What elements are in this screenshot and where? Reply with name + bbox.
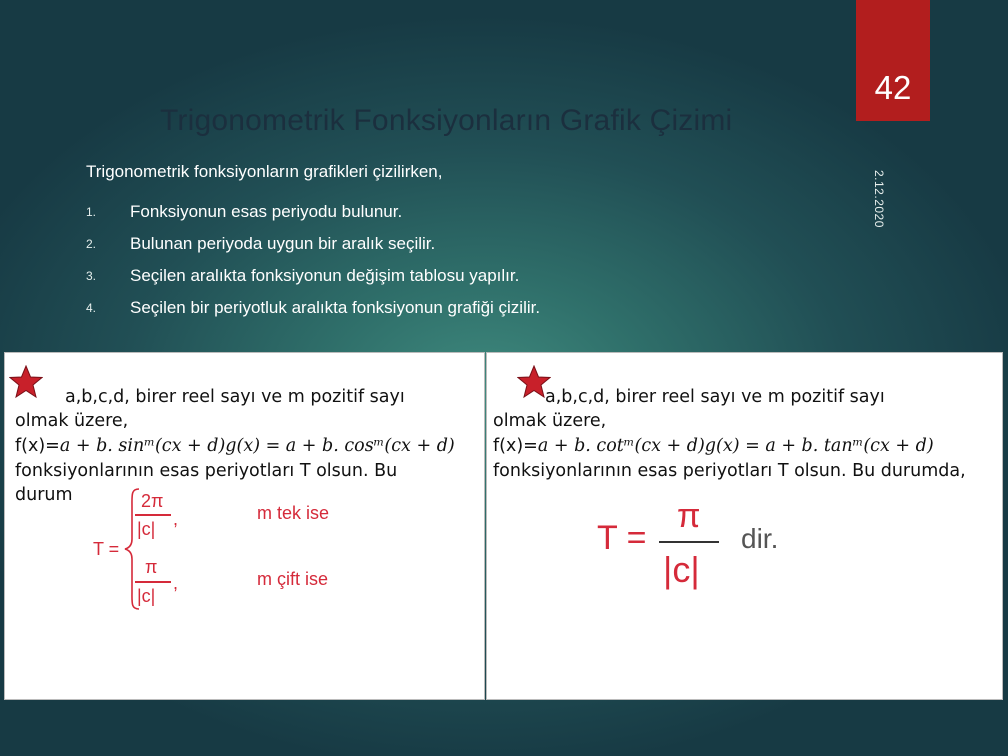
right-suffix: dir.	[741, 523, 779, 554]
right-formula-line	[493, 436, 934, 456]
left-line-1: a,b,c,d, birer reel sayı ve m pozitif sayı	[65, 387, 405, 407]
left-case1-condition: m tek ise	[257, 503, 330, 523]
list-item	[86, 292, 540, 324]
left-line-4: fonksiyonlarının esas periyotları T olsun. Bu	[15, 461, 398, 481]
slide-date: 2.12.2020	[872, 170, 886, 228]
step-number: 2.	[86, 237, 97, 251]
list-item	[86, 228, 540, 260]
right-line-2: olmak üzere,	[493, 411, 607, 431]
step-number: 1.	[86, 205, 97, 219]
step-text: Seçilen bir periyotluk aralıkta fonksiyonun grafiği çizilir.	[130, 298, 541, 317]
fraction-bar	[659, 541, 719, 543]
step-text: Seçilen aralıkta fonksiyonun değişim tablosu yapılır.	[130, 266, 520, 285]
left-formula-panel	[4, 352, 485, 700]
page-number-badge: 42	[856, 0, 930, 121]
step-number: 4.	[86, 301, 97, 315]
step-text: Bulunan periyoda uygun bir aralık seçilir.	[130, 234, 436, 253]
left-fx-formula: a + b. sinᵐ(cx + d)g(x) = a + b. cosᵐ(cx + d)	[59, 436, 455, 456]
left-t-label: T =	[93, 539, 120, 559]
left-case2-numerator: π	[145, 557, 158, 577]
right-t-numerator: π	[677, 497, 701, 535]
intro-text: Trigonometrik fonksiyonların grafikleri çizilirken,	[86, 162, 443, 181]
slide-title: Trigonometrik Fonksiyonların Grafik Çizimi	[160, 104, 733, 137]
step-text: Fonksiyonun esas periyodu bulunur.	[130, 202, 403, 221]
right-fx-formula: a + b. cotᵐ(cx + d)g(x) = a + b. tanᵐ(cx + d)	[537, 436, 934, 456]
left-case1-denominator: |c|	[137, 519, 156, 539]
list-item	[86, 260, 540, 292]
right-line-1: a,b,c,d, birer reel sayı ve m pozitif sayı	[545, 387, 885, 407]
left-case2-denominator: |c|	[137, 586, 156, 606]
steps-list	[86, 196, 540, 324]
left-case2-comma: ,	[173, 573, 179, 593]
left-case1-numerator: 2π	[141, 491, 164, 511]
left-formula-line	[15, 436, 455, 456]
left-fx-prefix: f(x)=	[15, 436, 60, 456]
fraction-bar	[135, 581, 171, 583]
left-line-5: durum	[15, 485, 73, 505]
step-number: 3.	[86, 269, 97, 283]
right-fx-prefix: f(x)=	[493, 436, 538, 456]
right-formula-panel	[486, 352, 1003, 700]
right-t-denominator: |c|	[663, 549, 700, 590]
left-case2-condition: m çift ise	[257, 569, 329, 589]
left-line-2: olmak üzere,	[15, 411, 129, 431]
list-item	[86, 196, 540, 228]
fraction-bar	[135, 514, 171, 516]
right-t-label: T =	[597, 519, 647, 557]
star-icon	[9, 365, 43, 399]
right-line-4: fonksiyonlarının esas periyotları T olsun. Bu durumda,	[493, 461, 966, 481]
left-case1-comma: ,	[173, 509, 179, 529]
